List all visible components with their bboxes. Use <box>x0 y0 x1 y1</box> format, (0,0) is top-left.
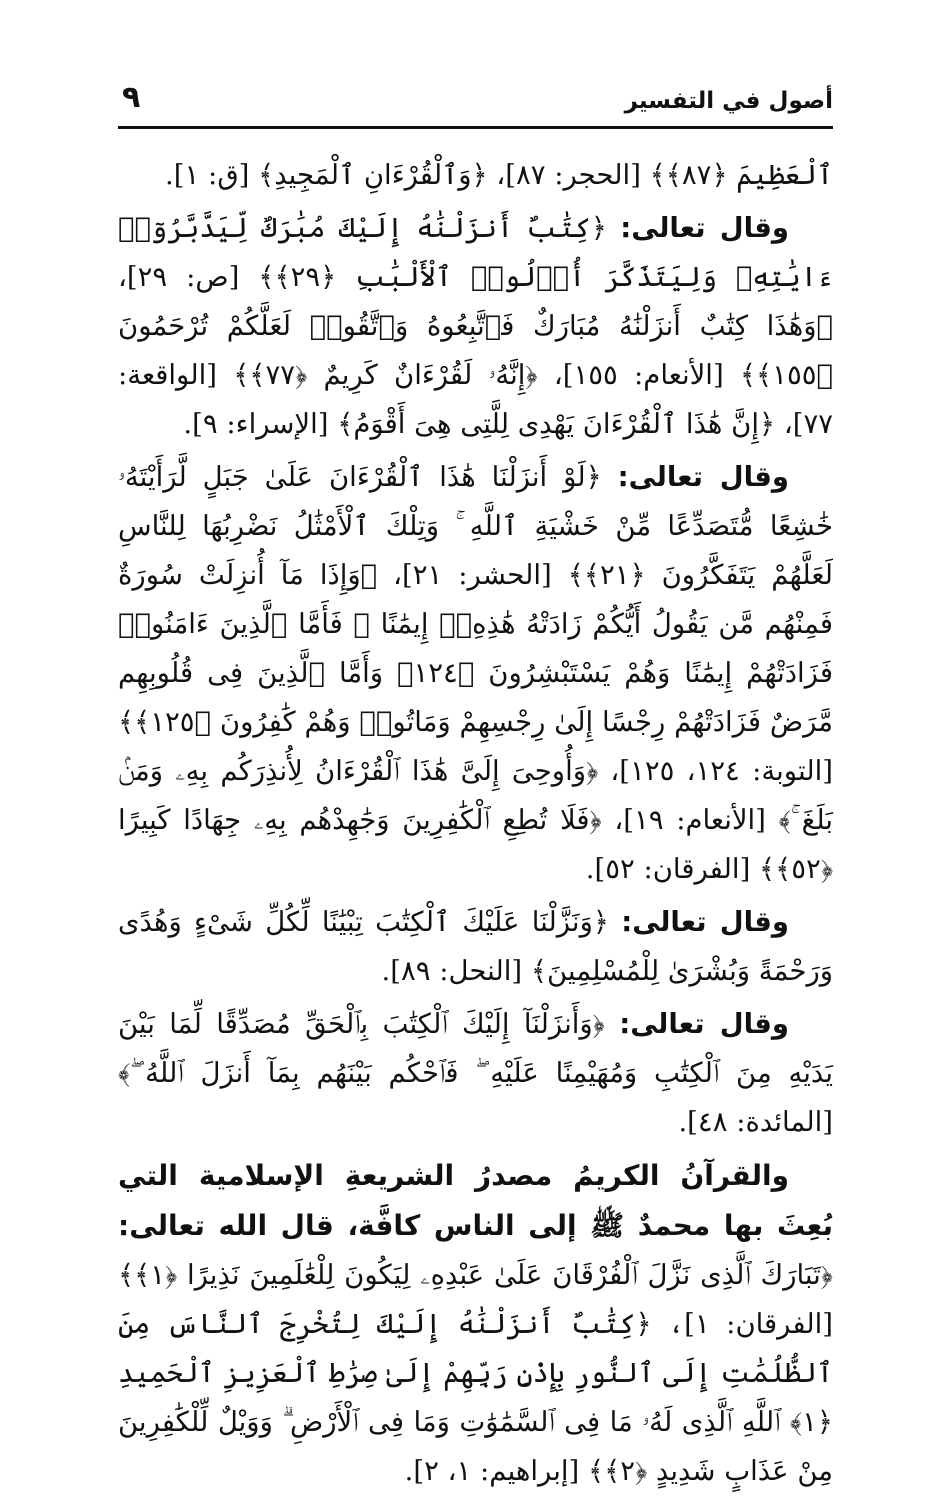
paragraph <box>118 898 833 996</box>
paragraph-lead: وقال تعالى: <box>619 1008 789 1040</box>
paragraph <box>118 1000 833 1147</box>
paragraph-lead: وقال تعالى: <box>617 461 789 493</box>
page-number: ٩ <box>122 80 141 115</box>
page-header <box>118 80 833 124</box>
paragraph <box>118 204 833 449</box>
paragraph-text: ﴿تَبَارَكَ ٱلَّذِى نَزَّلَ ٱلْفُرْقَانَ عَلَىٰ عَبْدِهِۦ لِيَكُونَ لِلْعَٰلَمِينَ نَذِيرًا ﴿١﴾﴾ [الفرقان: ١]، ﴿كِتَٰبٌ أَنزَلْنَٰهُ إِلَيْكَ لِتُخْرِجَ ٱلنَّاسَ مِنَ ٱلظُّلُمَٰتِ إِلَى ٱلنُّورِ بِإِذْنِ رَبِّهِمْ إِلَىٰ صِرَٰطِ ٱلْعَزِيزِ ٱلْحَمِيدِ ﴿١﴾ ٱللَّهِ ٱلَّذِى لَهُۥ مَا فِى ٱلسَّمَٰوَٰتِ وَمَا فِى ٱلْأَرْضِ ۗ وَوَيْلٌ لِّلْكَٰفِرِينَ مِنْ عَذَابٍ شَدِيدٍ ﴿٢﴾﴾ [إبراهيم: ١، ٢]. <box>118 1259 834 1487</box>
paragraph-text: ﴿وَنَزَّلْنَا عَلَيْكَ ٱلْكِتَٰبَ تِبْيَٰنًا لِّكُلِّ شَىْءٍ وَهُدًى وَرَحْمَةً وَبُشْرَىٰ لِلْمُسْلِمِينَ﴾ [النحل: ٨٩]. <box>118 906 833 987</box>
paragraph-lead: والقرآنُ الكريمُ مصدرُ الشريعةِ الإسلامية التي بُعِثَ بها محمدٌ ﷺ إلى الناس كافَّة، قال الله تعالى: <box>118 1159 833 1242</box>
paragraph-lead: وقال تعالى: <box>621 906 789 938</box>
header-rule <box>118 126 833 129</box>
paragraph <box>118 1151 833 1496</box>
paragraph-text: ﴿كِتَٰبٌ أَنزَلْنَٰهُ إِلَيْكَ مُبَٰرَكٌ لِّيَدَّبَّرُوٓا۟ ءَايَٰتِهِۦ وَلِيَتَذَكَّرَ أُو۟لُوا۟ ٱلْأَلْبَٰبِ ﴿٢٩﴾﴾ [ص: ٢٩]، ﴿وَهَٰذَا كِتَٰبٌ أَنزَلْنَٰهُ مُبَارَكٌ فَٱتَّبِعُوهُ وَٱتَّقُوا۟ لَعَلَّكُمْ تُرْحَمُونَ ﴿١٥٥﴾﴾ [الأنعام: ١٥٥]، ﴿إِنَّهُۥ لَقُرْءَانٌ كَرِيمٌ ﴿٧٧﴾﴾ [الواقعة: ٧٧]، ﴿إِنَّ هَٰذَا ٱلْقُرْءَانَ يَهْدِى لِلَّتِى هِىَ أَقْوَمُ﴾ [الإسراء: ٩]. <box>118 212 833 440</box>
paragraph-text: ﴿وَأَنزَلْنَآ إِلَيْكَ ٱلْكِتَٰبَ بِٱلْحَقِّ مُصَدِّقًا لِّمَا بَيْنَ يَدَيْهِ مِنَ ٱلْكِتَٰبِ وَمُهَيْمِنًا عَلَيْهِ ۖ فَٱحْكُم بَيْنَهُم بِمَآ أَنزَلَ ٱللَّهُ ۖ﴾ [المائدة: ٤٨]. <box>118 1008 833 1138</box>
page-body <box>118 151 833 1496</box>
paragraph <box>118 151 833 200</box>
paragraph-text: ﴿لَوْ أَنزَلْنَا هَٰذَا ٱلْقُرْءَانَ عَلَىٰ جَبَلٍ لَّرَأَيْتَهُۥ خَٰشِعًا مُّتَصَدِّعًا مِّنْ خَشْيَةِ ٱللَّهِ ۚ وَتِلْكَ ٱلْأَمْثَٰلُ نَضْرِبُهَا لِلنَّاسِ لَعَلَّهُمْ يَتَفَكَّرُونَ ﴿٢١﴾﴾ [الحشر: ٢١]، ﴿وَإِذَا مَآ أُنزِلَتْ سُورَةٌ فَمِنْهُم مَّن يَقُولُ أَيُّكُمْ زَادَتْهُ هَٰذِهِۦٓ إِيمَٰنًا ۚ فَأَمَّا ٱلَّذِينَ ءَامَنُوا۟ فَزَادَتْهُمْ إِيمَٰنًا وَهُمْ يَسْتَبْشِرُونَ ﴿١٢٤﴾ وَأَمَّا ٱلَّذِينَ فِى قُلُوبِهِم مَّرَضٌ فَزَادَتْهُمْ رِجْسًا إِلَىٰ رِجْسِهِمْ وَمَاتُوا۟ وَهُمْ كَٰفِرُونَ ﴿١٢٥﴾﴾ [التوبة: ١٢٤، ١٢٥]، ﴿وَأُوحِىَ إِلَىَّ هَٰذَا ٱلْقُرْءَانُ لِأُنذِرَكُم بِهِۦ وَمَنۢ بَلَغَ ۚ﴾ [الأنعام: ١٩]، ﴿فَلَا تُطِعِ ٱلْكَٰفِرِينَ وَجَٰهِدْهُم بِهِۦ جِهَادًا كَبِيرًا ﴿٥٢﴾﴾ [الفرقان: ٥٢]. <box>118 461 833 885</box>
paragraph <box>118 453 833 894</box>
paragraph-text: ٱلْعَظِيمَ ﴿٨٧﴾﴾ [الحجر: ٨٧]، ﴿وَٱلْقُرْءَانِ ٱلْمَجِيدِ﴾ [ق: ١]. <box>165 159 833 191</box>
paragraph-lead: وقال تعالى: <box>620 212 790 244</box>
running-title: أصول في التفسير <box>624 88 833 114</box>
